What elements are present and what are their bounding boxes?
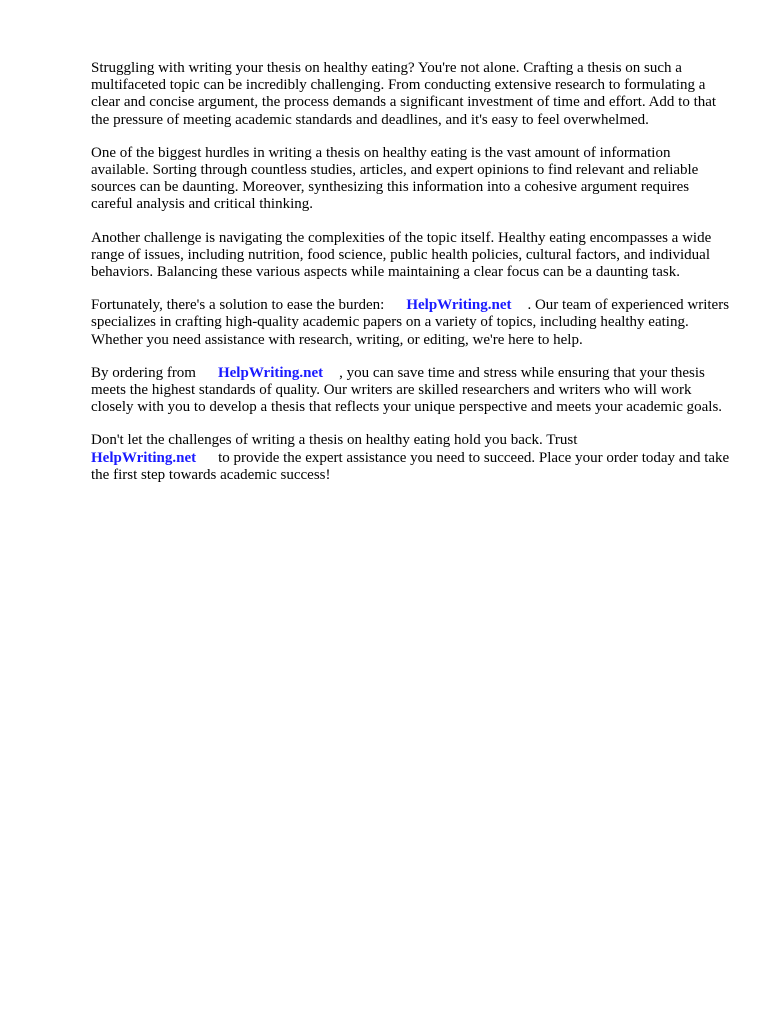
- paragraph-text: , you can save time and stress while ensuring that your thesis meets the highest standards of quality. Our writers are skilled researchers and writers who will work closely with you to develop a thesis that reflects your unique perspective and meets your academic goals.: [91, 364, 723, 416]
- paragraph-challenge: [91, 230, 731, 282]
- paragraph-text: One of the biggest hurdles in writing a thesis on healthy eating is the vast amount of information available. Sorting through countless studies, articles, and expert opinions to find relevant and reliable sources can be daunting. Moreover, synthesizing this information into a cohesive argument requires careful analysis and critical thinking.: [91, 144, 699, 213]
- paragraph-text: Struggling with writing your thesis on healthy eating? You're not alone. Crafting a thesis on such a multifaceted topic can be incredibly challenging. From conducting extensive research to formulating a clear and concise argument, the process demands a significant investment of time and effort. Add to that the pressure of meeting academic standards and deadlines, and it's easy to feel overwhelmed.: [91, 60, 717, 128]
- paragraph-text: By ordering from: [91, 364, 196, 381]
- helpwriting-link[interactable]: HelpWriting.net: [91, 449, 197, 466]
- paragraph-intro: [91, 60, 731, 129]
- helpwriting-link[interactable]: HelpWriting.net: [406, 297, 512, 314]
- paragraph-hurdles: [91, 145, 731, 214]
- paragraph-text: Another challenge is navigating the complexities of the topic itself. Healthy eating encompasses a wide range of issues, including nutrition, food science, public health policies, cultural factors, and individual behaviors. Balancing these various aspects while maintaining a clear focus can be a daunting task.: [91, 229, 712, 281]
- paragraph-text: Fortunately, there's a solution to ease the burden:: [91, 297, 385, 314]
- document-page: [91, 60, 731, 500]
- helpwriting-link[interactable]: HelpWriting.net: [217, 364, 324, 381]
- paragraph-text: Don't let the challenges of writing a thesis on healthy eating hold you back. Trust: [91, 432, 578, 449]
- paragraph-text: . Our team of experienced writers specializes in crafting high-quality academic papers on a variety of topics, including healthy eating. Whether you need assistance with research, writing, or editing, we're here to help.: [91, 297, 730, 348]
- paragraph-closing: [91, 432, 731, 484]
- paragraph-ordering: [91, 365, 731, 417]
- paragraph-text: to provide the expert assistance you need to succeed. Place your order today and take the first step towards academic success!: [91, 449, 730, 483]
- paragraph-solution: [91, 297, 731, 349]
